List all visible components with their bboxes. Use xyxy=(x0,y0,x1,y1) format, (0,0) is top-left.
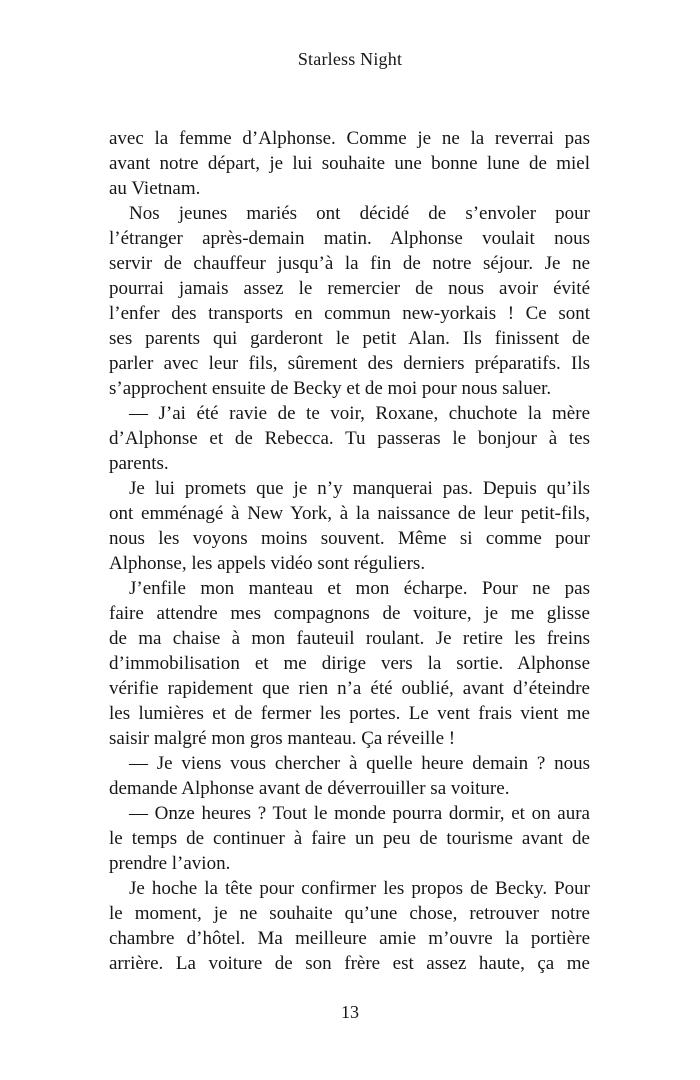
text-line: d’immobilisation et me dirige vers la sortie. Alphonse xyxy=(109,653,590,674)
text-line: — J’ai été ravie de te voir, Roxane, chuchote la mère xyxy=(129,403,590,424)
text-line: parler avec leur fils, sûrement des derniers préparatifs. Ils xyxy=(109,353,590,374)
text-line: demande Alphonse avant de déverrouiller sa voiture. xyxy=(109,778,510,799)
text-line: vérifie rapidement que rien n’a été oublié, avant d’éteindre xyxy=(109,678,590,699)
page-number: 13 xyxy=(341,1002,359,1022)
text-line: avec la femme d’Alphonse. Comme je ne la reverrai pas xyxy=(109,128,590,149)
text-line: les lumières et de fermer les portes. Le vent frais vient me xyxy=(109,703,590,724)
text-line: J’enfile mon manteau et mon écharpe. Pour ne pas xyxy=(129,578,590,599)
text-line: l’enfer des transports en commun new-yorkais ! Ce sont xyxy=(109,303,590,324)
text-line: chambre d’hôtel. Ma meilleure amie m’ouvre la portière xyxy=(109,928,590,949)
running-header: Starless Night xyxy=(297,49,403,69)
text-line: arrière. La voiture de son frère est assez haute, ça me xyxy=(109,953,590,974)
text-line: faire attendre mes compagnons de voiture, je me glisse xyxy=(109,603,590,624)
text-line: — Onze heures ? Tout le monde pourra dormir, et on aura xyxy=(129,803,590,824)
paragraph xyxy=(109,751,590,801)
text-line: Alphonse, les appels vidéo sont réguliers. xyxy=(109,553,426,574)
paragraph xyxy=(109,876,590,976)
text-line: le moment, je ne souhaite qu’une chose, retrouver notre xyxy=(109,903,590,924)
text-line: Nos jeunes mariés ont décidé de s’envoler pour xyxy=(129,203,590,224)
text-line: s’approchent ensuite de Becky et de moi pour nous saluer. xyxy=(109,378,552,399)
paragraph xyxy=(109,476,590,576)
paragraph xyxy=(109,126,590,201)
text-line: au Vietnam. xyxy=(109,178,201,199)
text-line: Je hoche la tête pour confirmer les propos de Becky. Pour xyxy=(129,878,590,899)
text-line: parents. xyxy=(109,453,169,474)
text-line: pourrai jamais assez le remercier de nous avoir évité xyxy=(109,278,590,299)
paragraph xyxy=(109,401,590,476)
paragraph xyxy=(109,801,590,876)
text-line: le temps de continuer à faire un peu de tourisme avant de xyxy=(109,828,590,849)
text-line: — Je viens vous chercher à quelle heure demain ? nous xyxy=(129,753,590,774)
text-line: ont emménagé à New York, à la naissance de leur petit-fils, xyxy=(109,503,590,524)
text-line: Je lui promets que je n’y manquerai pas. Depuis qu’ils xyxy=(129,478,590,499)
text-line: ses parents qui garderont le petit Alan. Ils finissent de xyxy=(109,328,590,349)
text-line: l’étranger après-demain matin. Alphonse voulait nous xyxy=(109,228,590,249)
paragraph xyxy=(109,201,590,401)
text-line: nous les voyons moins souvent. Même si comme pour xyxy=(109,528,590,549)
text-line: avant notre départ, je lui souhaite une bonne lune de miel xyxy=(109,153,590,174)
text-line: prendre l’avion. xyxy=(109,853,231,874)
text-line: d’Alphonse et de Rebecca. Tu passeras le bonjour à tes xyxy=(109,428,590,449)
paragraph xyxy=(109,576,590,751)
text-line: saisir malgré mon gros manteau. Ça réveille ! xyxy=(109,728,456,749)
text-line: servir de chauffeur jusqu’à la fin de notre séjour. Je ne xyxy=(109,253,590,274)
text-line: de ma chaise à mon fauteuil roulant. Je retire les freins xyxy=(109,628,590,649)
body-text xyxy=(109,126,590,976)
